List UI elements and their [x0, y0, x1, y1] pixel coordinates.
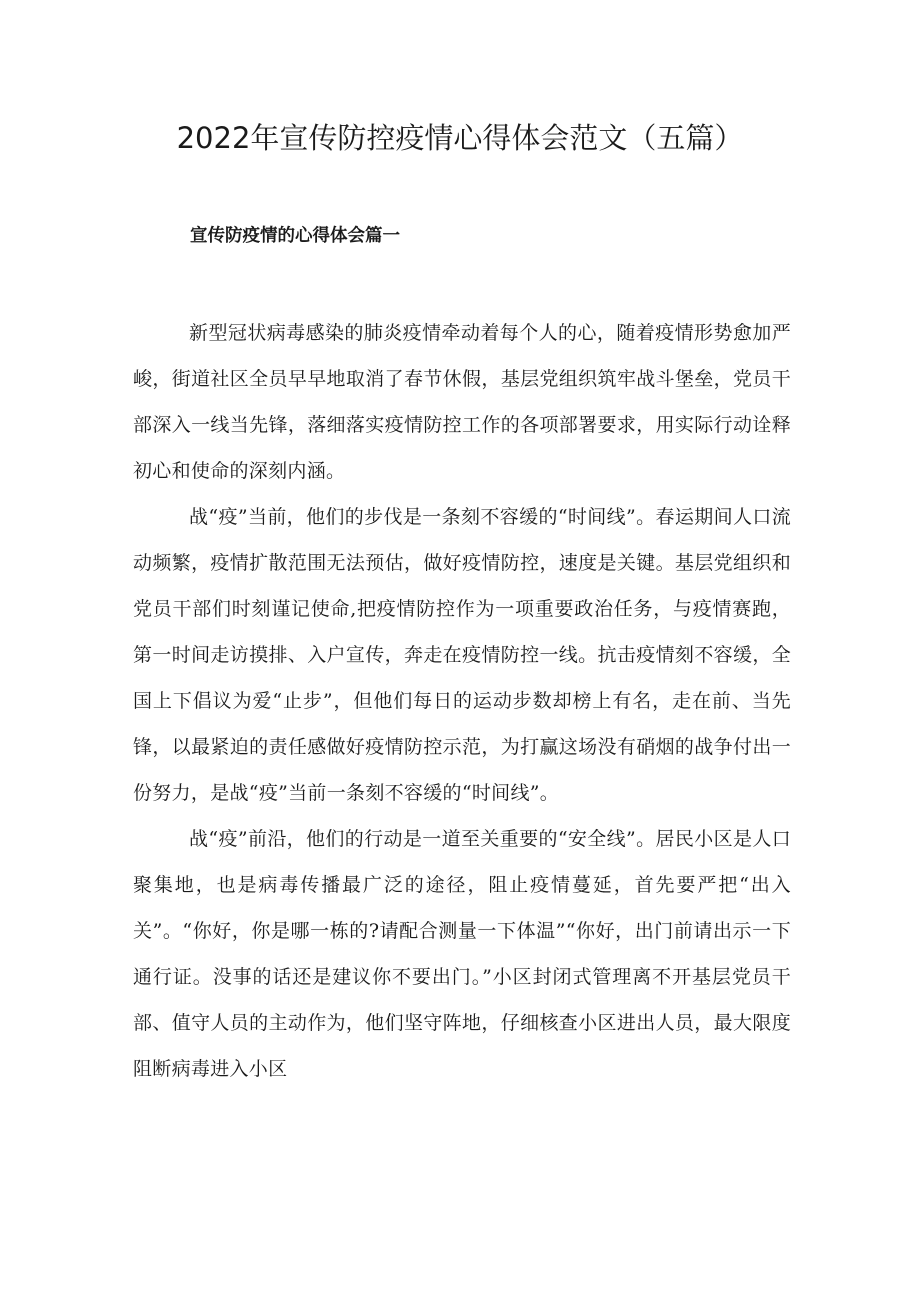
paragraph-1: 新型冠状病毒感染的肺炎疫情牵动着每个人的心，随着疫情形势愈加严峻，街道社区全员早早地取消了春节休假，基层党组织筑牢战斗堡垒，党员干部深入一线当先锋，落细落实疫情防控工作的各项部署要求，用实际行动诠释初心和使命的深刻内涵。: [133, 322, 791, 482]
document-title: 2022年宣传防控疫情心得体会范文（五篇）: [176, 121, 744, 155]
paragraph-3: 战“疫”前沿，他们的行动是一道至关重要的“安全线”。居民小区是人口聚集地，也是病毒传播最广泛的途径，阻止疫情蔓延，首先要严把“出入关”。“你好，你是哪一栋的?请配合测量一下体温”“你好，出门前请出示一下通行证。没事的话还是建议你不要出门。”小区封闭式管理离不开基层党员干部、值守人员的主动作为，他们坚守阵地，仔细核查小区进出人员，最大限度阻断病毒进入小区: [133, 828, 791, 1080]
paragraph-2: 战“疫”当前，他们的步伐是一条刻不容缓的“时间线”。春运期间人口流动频繁，疫情扩散范围无法预估，做好疫情防控，速度是关键。基层党组织和党员干部们时刻谨记使命,把疫情防控作为一项重要政治任务，与疫情赛跑，第一时间走访摸排、入户宣传，奔走在疫情防控一线。抗击疫情刻不容缓，全国上下倡议为爱“止步”，但他们每日的运动步数却榜上有名，走在前、当先锋，以最紧迫的责任感做好疫情防控示范，为打赢这场没有硝烟的战争付出一份努力，是战“疫”当前一条刻不容缓的“时间线”。: [133, 506, 791, 804]
document-body: [133, 310, 791, 1092]
section-heading: 宣传防疫情的心得体会篇一: [190, 226, 400, 246]
